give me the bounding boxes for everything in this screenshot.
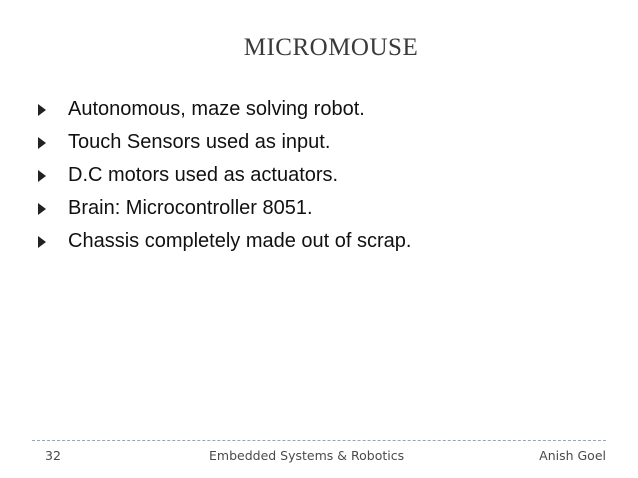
bullet-text: Autonomous, maze solving robot. bbox=[68, 98, 365, 120]
bullet-text: Chassis completely made out of scrap. bbox=[68, 230, 412, 252]
triangle-right-icon bbox=[38, 236, 46, 248]
bullet-list bbox=[38, 93, 618, 258]
bullet-text: Brain: Microcontroller 8051. bbox=[68, 197, 313, 219]
footer-center-text: Embedded Systems & Robotics bbox=[209, 448, 405, 463]
triangle-right-icon bbox=[38, 203, 46, 215]
bullet-text: D.C motors used as actuators. bbox=[68, 164, 339, 186]
bullet-item bbox=[38, 159, 618, 192]
bullet-text: Touch Sensors used as input. bbox=[68, 131, 331, 153]
bullet-item bbox=[38, 93, 618, 126]
bullet-item bbox=[38, 126, 618, 159]
footer-divider bbox=[32, 440, 606, 441]
triangle-right-icon bbox=[38, 104, 46, 116]
triangle-right-icon bbox=[38, 137, 46, 149]
bullet-item bbox=[38, 192, 618, 225]
page-number: 32 bbox=[45, 448, 61, 463]
bullet-item bbox=[38, 225, 618, 258]
footer-author: Anish Goel bbox=[539, 448, 606, 463]
slide-title: MICROMOUSE bbox=[243, 34, 419, 61]
triangle-right-icon bbox=[38, 170, 46, 182]
